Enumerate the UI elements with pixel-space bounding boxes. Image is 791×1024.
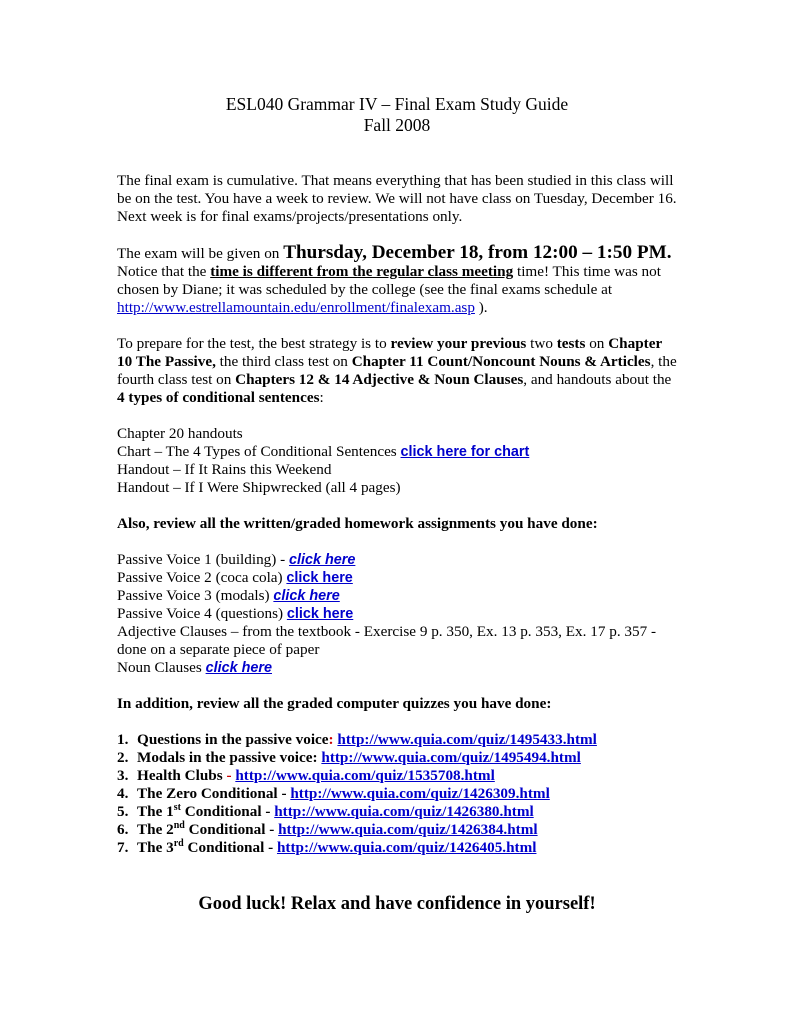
quiz-item [117, 731, 677, 749]
quiz-number: 3. [117, 767, 129, 784]
quizzes-heading: In addition, review all the graded computer quizzes you have done: [117, 695, 552, 712]
passive-voice-4-link[interactable]: click here [286, 606, 354, 622]
homework-label: Passive Voice 2 (coca cola) [117, 569, 287, 586]
quiz-number: 5. [117, 803, 129, 820]
page-title: ESL040 Grammar IV – Final Exam Study Guide [225, 94, 569, 114]
quiz-separator: - [226, 767, 232, 784]
page-subtitle: Fall 2008 [363, 115, 431, 135]
quiz-list [117, 731, 677, 857]
quiz-link[interactable]: http://www.quia.com/quiz/1535708.html [235, 767, 495, 784]
quiz-label: Health Clubs [137, 767, 227, 784]
quiz-label: Modals in the passive voice [137, 749, 313, 766]
homework-label: Passive Voice 4 (questions) [117, 605, 287, 622]
exam-date: Thursday, December 18, from 12:00 – 1:50 PM. [283, 242, 672, 263]
quiz-label: Questions in the passive voice [137, 731, 329, 748]
prepare-bold-2: tests [556, 335, 586, 352]
quiz-item [117, 767, 677, 785]
handouts-list [117, 425, 677, 497]
homework-heading: Also, review all the written/graded homework assignments you have done: [117, 515, 598, 532]
homework-list [117, 551, 677, 677]
exam-lead: The exam will be given on [117, 245, 284, 262]
quiz-label: Conditional - [183, 839, 277, 856]
noun-clauses-link[interactable]: click here [205, 660, 272, 676]
prepare-text-4: the third class test on [215, 353, 352, 370]
handout-item [117, 443, 677, 461]
quiz-link[interactable]: http://www.quia.com/quiz/1426384.html [278, 821, 538, 838]
homework-item [117, 551, 677, 569]
quiz-ordinal: nd [173, 819, 185, 831]
quiz-label: The 1 [137, 803, 174, 820]
quiz-ordinal: rd [173, 837, 184, 849]
quiz-number: 4. [117, 785, 129, 802]
homework-label: Noun Clauses [117, 659, 206, 676]
homework-item [117, 587, 677, 605]
intro-paragraph: The final exam is cumulative. That means everything that has been studied in this class will be on the test. You have a week to review. We will not have class on Tuesday, December 16. Next week is for final exams/projects/presentations only. [117, 172, 677, 225]
quiz-separator: : [312, 749, 322, 766]
prepare-bold-1: review your previous [390, 335, 527, 352]
quiz-ordinal: st [173, 801, 181, 813]
quiz-label: Conditional - [180, 803, 275, 820]
prepare-paragraph [117, 335, 677, 407]
notice-pre: Notice that the [117, 263, 211, 280]
quiz-separator: : [328, 731, 334, 748]
prepare-text-5: , the fourth class test on [117, 353, 677, 388]
quiz-number: 6. [117, 821, 129, 838]
passive-voice-2-link[interactable]: click here [286, 570, 353, 586]
exam-paragraph [117, 244, 677, 317]
handout-item: Handout – If It Rains this Weekend [117, 461, 332, 478]
quiz-item [117, 821, 677, 839]
quiz-item [117, 839, 677, 857]
notice-bold: time is different from the regular class meeting [210, 263, 514, 280]
quiz-link[interactable]: http://www.quia.com/quiz/1495494.html [321, 749, 581, 766]
passive-voice-1-link[interactable]: click here [288, 552, 356, 568]
quiz-item [117, 749, 677, 767]
quiz-label: The Zero Conditional - [137, 785, 291, 802]
quiz-link[interactable]: http://www.quia.com/quiz/1426309.html [290, 785, 550, 802]
prepare-bold-6: 4 types of conditional sentences [117, 389, 320, 406]
homework-item [117, 605, 677, 623]
homework-label: Passive Voice 1 (building) - [117, 551, 289, 568]
handout-chart-label: Chart – The 4 Types of Conditional Sentences [117, 443, 401, 460]
quiz-link[interactable]: http://www.quia.com/quiz/1426405.html [276, 839, 537, 856]
prepare-bold-3: Chapter 10 The Passive, [117, 335, 662, 370]
quiz-label: Conditional - [184, 821, 279, 838]
quiz-number: 7. [117, 839, 129, 856]
homework-item: Adjective Clauses – from the textbook - Exercise 9 p. 350, Ex. 13 p. 353, Ex. 17 p. 357 - done on a separate piece of paper [117, 623, 657, 658]
prepare-text-3: on [585, 335, 609, 352]
notice-end: ). [474, 299, 488, 316]
homework-item [117, 569, 677, 587]
quiz-item [117, 785, 677, 803]
prepare-text-1: To prepare for the test, the best strategy is to [117, 335, 391, 352]
quiz-label: The 3 [137, 839, 174, 856]
prepare-text-2: two [526, 335, 557, 352]
quiz-number: 2. [117, 749, 129, 766]
quiz-number: 1. [117, 731, 129, 748]
closing-message: Good luck! Relax and have confidence in yourself! [198, 894, 596, 914]
passive-voice-3-link[interactable]: click here [273, 588, 340, 604]
handout-item: Chapter 20 handouts [117, 425, 243, 442]
prepare-text-6: , and handouts about the [523, 371, 672, 388]
handout-item: Handout – If I Were Shipwrecked (all 4 pages) [117, 479, 401, 496]
quiz-link[interactable]: http://www.quia.com/quiz/1426380.html [274, 803, 534, 820]
document-page [117, 94, 677, 915]
chart-link[interactable]: click here for chart [400, 444, 530, 460]
prepare-bold-5: Chapters 12 & 14 Adjective & Noun Clauses [235, 371, 524, 388]
final-exam-schedule-link[interactable]: http://www.estrellamountain.edu/enrollment/finalexam.asp [117, 299, 475, 316]
quiz-link[interactable]: http://www.quia.com/quiz/1495433.html [337, 731, 597, 748]
prepare-bold-4: Chapter 11 Count/Noncount Nouns & Articles [351, 353, 651, 370]
quiz-item [117, 803, 677, 821]
homework-label: Passive Voice 3 (modals) [117, 587, 274, 604]
notice-post: time! This time was not chosen by Diane; it was scheduled by the college (see the final exams schedule at [117, 263, 661, 298]
prepare-text-7: : [319, 389, 324, 406]
homework-item [117, 659, 677, 677]
quiz-label: The 2 [137, 821, 174, 838]
